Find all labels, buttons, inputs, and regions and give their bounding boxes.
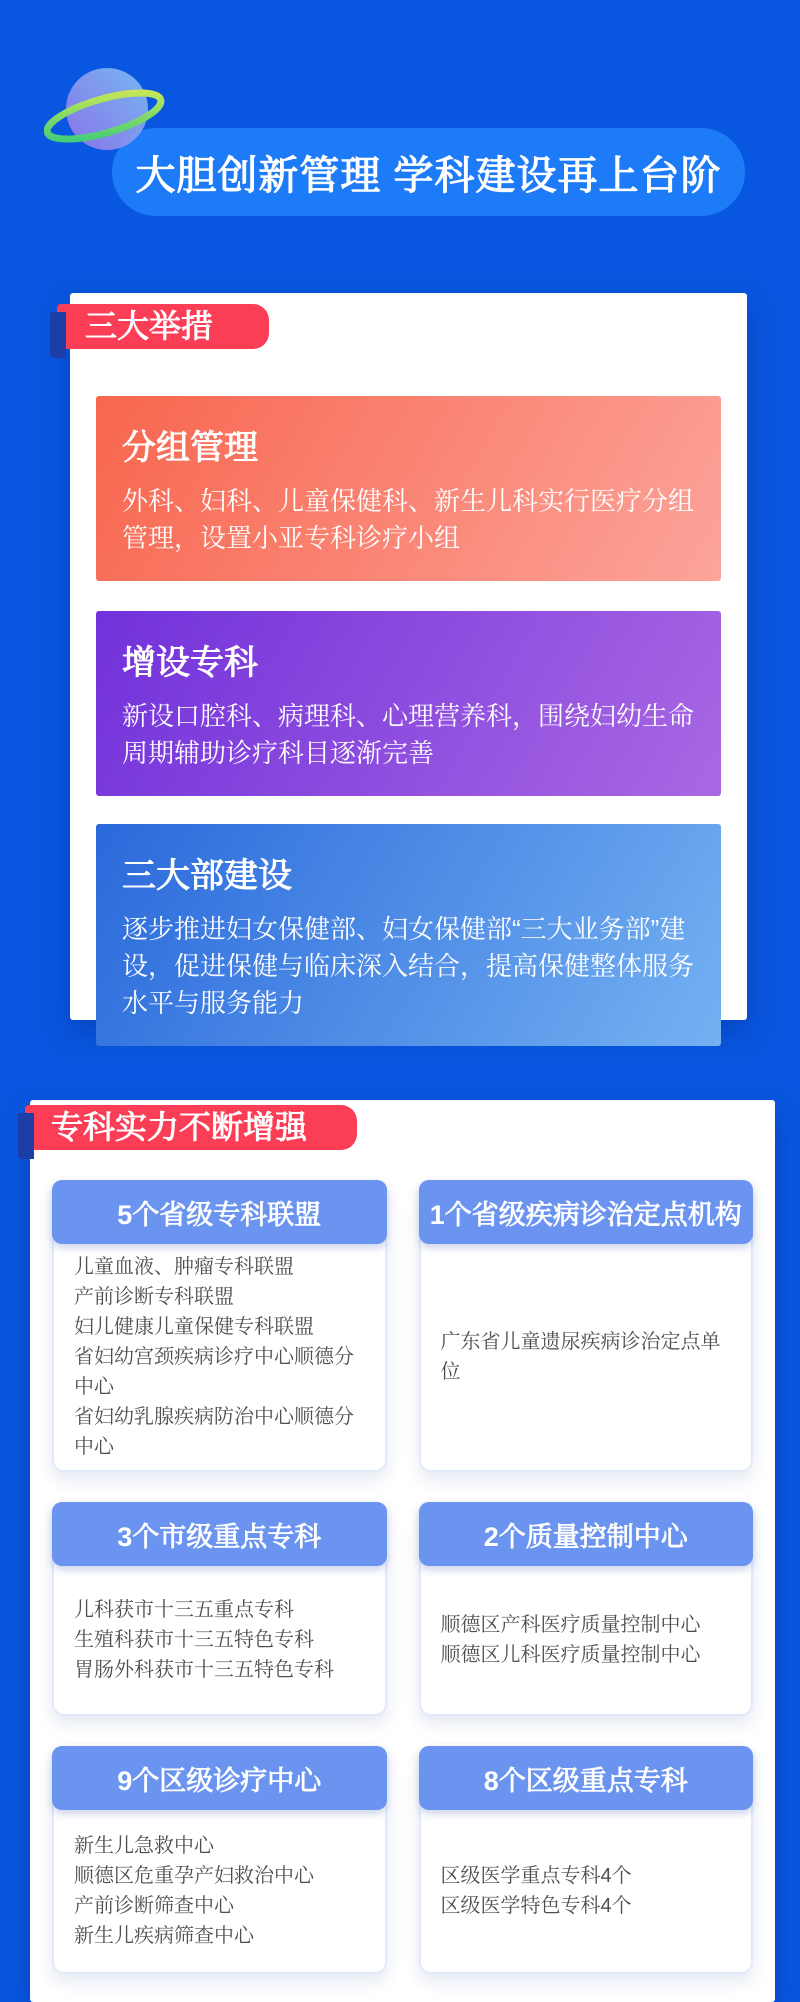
- specialty-cell-header: 9个区级诊疗中心: [52, 1746, 387, 1810]
- specialty-cell-province-designated: [419, 1180, 754, 1472]
- specialty-cell-header: 5个省级专科联盟: [52, 1180, 387, 1244]
- list-item: 广东省儿童遗尿疾病诊治定点单位: [440, 1331, 721, 1383]
- planet-icon: [44, 56, 169, 168]
- list-item: 顺德区危重孕产妇救治中心: [74, 1865, 314, 1887]
- specialty-cell-district-key: [419, 1746, 754, 1974]
- list-item: 生殖科获市十三五特色专科: [74, 1629, 314, 1651]
- specialty-section-tag-label: 专科实力不断增强: [51, 1109, 308, 1145]
- list-item: 儿科获市十三五重点专科: [74, 1599, 294, 1621]
- specialty-cell-list: [421, 1244, 752, 1470]
- specialty-strength-panel: [30, 1100, 775, 2002]
- list-item: 新生儿急救中心: [74, 1835, 214, 1857]
- specialty-cell-list: [54, 1566, 385, 1714]
- specialty-cell-list: [421, 1566, 752, 1714]
- page-title: 大胆创新管理 学科建设再上台阶: [135, 153, 722, 198]
- measure-card-title: 分组管理: [122, 429, 258, 467]
- measure-card-title: 增设专科: [122, 644, 258, 682]
- measure-card-body: 外科、妇科、儿童保健科、新生儿科实行医疗分组管理，设置小亚专科诊疗小组: [122, 486, 695, 553]
- specialty-cell-list: [421, 1810, 752, 1972]
- list-item: 省妇幼宫颈疾病诊疗中心顺德分中心: [74, 1346, 354, 1398]
- specialty-cell-header: 2个质量控制中心: [419, 1502, 754, 1566]
- list-item: 新生儿疾病筛查中心: [74, 1925, 254, 1947]
- measures-section-tag-label: 三大举措: [85, 308, 214, 344]
- list-item: 区级医学重点专科4个: [440, 1865, 632, 1887]
- specialty-cell-header: 3个市级重点专科: [52, 1502, 387, 1566]
- specialty-cell-header: 8个区级重点专科: [419, 1746, 754, 1810]
- list-item: 产前诊断专科联盟: [74, 1286, 234, 1308]
- list-item: 胃肠外科获市十三五特色专科: [74, 1659, 334, 1681]
- specialty-cell-list: [54, 1810, 385, 1972]
- measure-card-body: 新设口腔科、病理科、心理营养科，围绕妇幼生命周期辅助诊疗科目逐渐完善: [122, 701, 695, 768]
- specialty-section-tag: [25, 1105, 357, 1150]
- specialty-cell-city-key: [52, 1502, 387, 1716]
- measures-section-tag: [57, 304, 269, 349]
- specialty-cell-quality-control: [419, 1502, 754, 1716]
- list-item: 顺德区产科医疗质量控制中心: [440, 1614, 701, 1636]
- page-title-banner: [112, 128, 745, 216]
- measure-card-three-departments: [96, 824, 721, 1046]
- list-item: 区级医学特色专科4个: [440, 1895, 632, 1917]
- specialty-cell-header: 1个省级疾病诊治定点机构: [419, 1180, 754, 1244]
- list-item: 顺德区儿科医疗质量控制中心: [440, 1644, 701, 1666]
- measure-card-group-management: [96, 396, 721, 581]
- specialty-grid: [52, 1180, 753, 1974]
- measures-panel: [70, 293, 747, 1020]
- specialty-cell-district-centers: [52, 1746, 387, 1974]
- measure-card-new-specialties: [96, 611, 721, 796]
- specialty-cell-province-alliances: [52, 1180, 387, 1472]
- measure-card-title: 三大部建设: [122, 857, 292, 895]
- measure-card-body: 逐步推进妇女保健部、妇女保健部“三大业务部”建设，促进保健与临床深入结合，提高保健整体服务水平与服务能力: [122, 914, 695, 1018]
- list-item: 妇儿健康儿童保健专科联盟: [74, 1316, 314, 1338]
- list-item: 儿童血液、肿瘤专科联盟: [74, 1256, 294, 1278]
- list-item: 省妇幼乳腺疾病防治中心顺德分中心: [74, 1406, 354, 1458]
- list-item: 产前诊断筛查中心: [74, 1895, 234, 1917]
- specialty-cell-list: [54, 1244, 385, 1470]
